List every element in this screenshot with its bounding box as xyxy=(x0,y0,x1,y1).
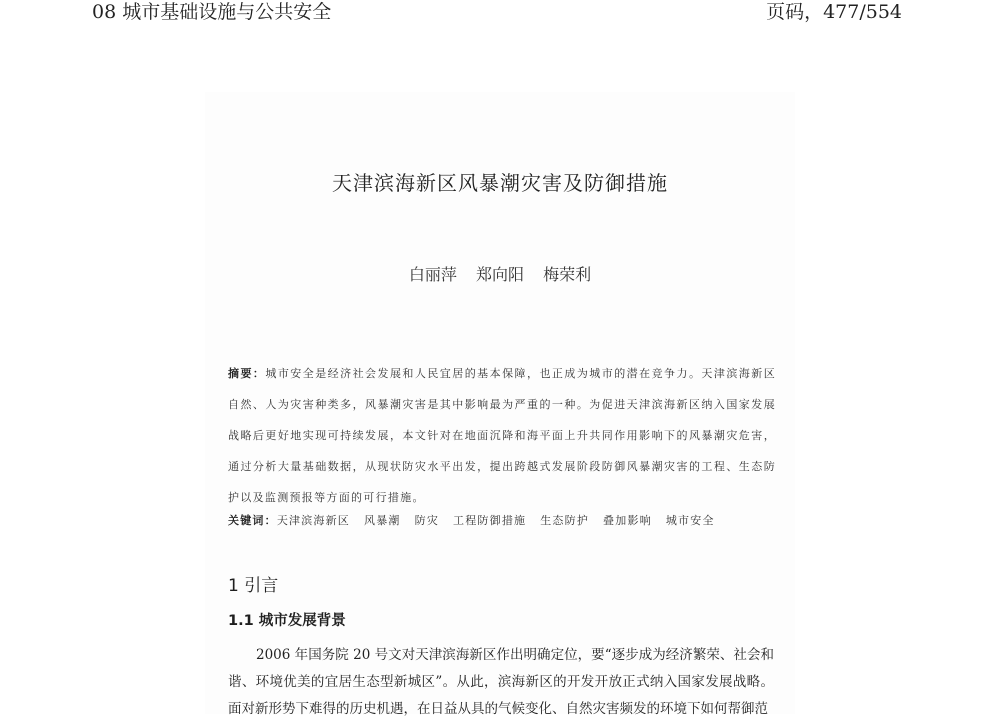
abstract-paragraph xyxy=(228,358,776,513)
author-name: 梅荣利 xyxy=(543,265,592,284)
abstract-text: 城市安全是经济社会发展和人民宜居的基本保障，也正成为城市的潜在竞争力。天津滨海新区自然、人为灾害种类多，风暴潮灾害是其中影响最为严重的一种。为促进天津滨海新区纳入国家发展战略后更好地实现可持续发展，本文针对在地面沉降和海平面上升共同作用影响下的风暴潮灾危害，通过分析大量基础数据，从现状防灾水平出发，提出跨越式发展阶段防御风暴潮灾害的工程、生态防护以及监测预报等方面的可行措施。 xyxy=(228,367,776,504)
keyword: 防灾 xyxy=(414,514,440,527)
author-name: 白丽萍 xyxy=(408,265,457,284)
abstract-label: 摘要： xyxy=(228,367,266,380)
keyword: 风暴潮 xyxy=(364,514,401,527)
subsection-heading: 1.1 城市发展背景 xyxy=(228,613,346,629)
keyword: 天津滨海新区 xyxy=(276,514,351,527)
body-paragraph: 2006 年国务院 20 号文对天津滨海新区作出明确定位，要“逐步成为经济繁荣、社会和谐、环境优美的宜居生态型新城区”。从此，滨海新区的开发开放正式纳入国家发展战略。面对新形势下难得的历史机遇，在日益从具的气候变化、自然灾害频发的环境下如何帮御范 xyxy=(228,647,774,717)
paper-title: 天津滨海新区风暴潮灾害及防御措施 xyxy=(332,171,668,195)
keywords-line xyxy=(228,510,776,532)
keywords-label: 关键词： xyxy=(228,514,277,527)
keyword: 生态防护 xyxy=(540,514,590,527)
keyword: 叠加影响 xyxy=(603,514,652,527)
header-section-title: 08 城市基础设施与公共安全 xyxy=(92,1,332,23)
author-list xyxy=(0,264,1000,286)
page-header xyxy=(0,0,1000,30)
section-heading: 1 引言 xyxy=(228,576,279,596)
keyword: 城市安全 xyxy=(665,514,715,527)
header-page-number: 页码，477/554 xyxy=(766,1,902,23)
keyword: 工程防御措施 xyxy=(453,514,527,527)
author-name: 郑向阳 xyxy=(475,265,524,284)
